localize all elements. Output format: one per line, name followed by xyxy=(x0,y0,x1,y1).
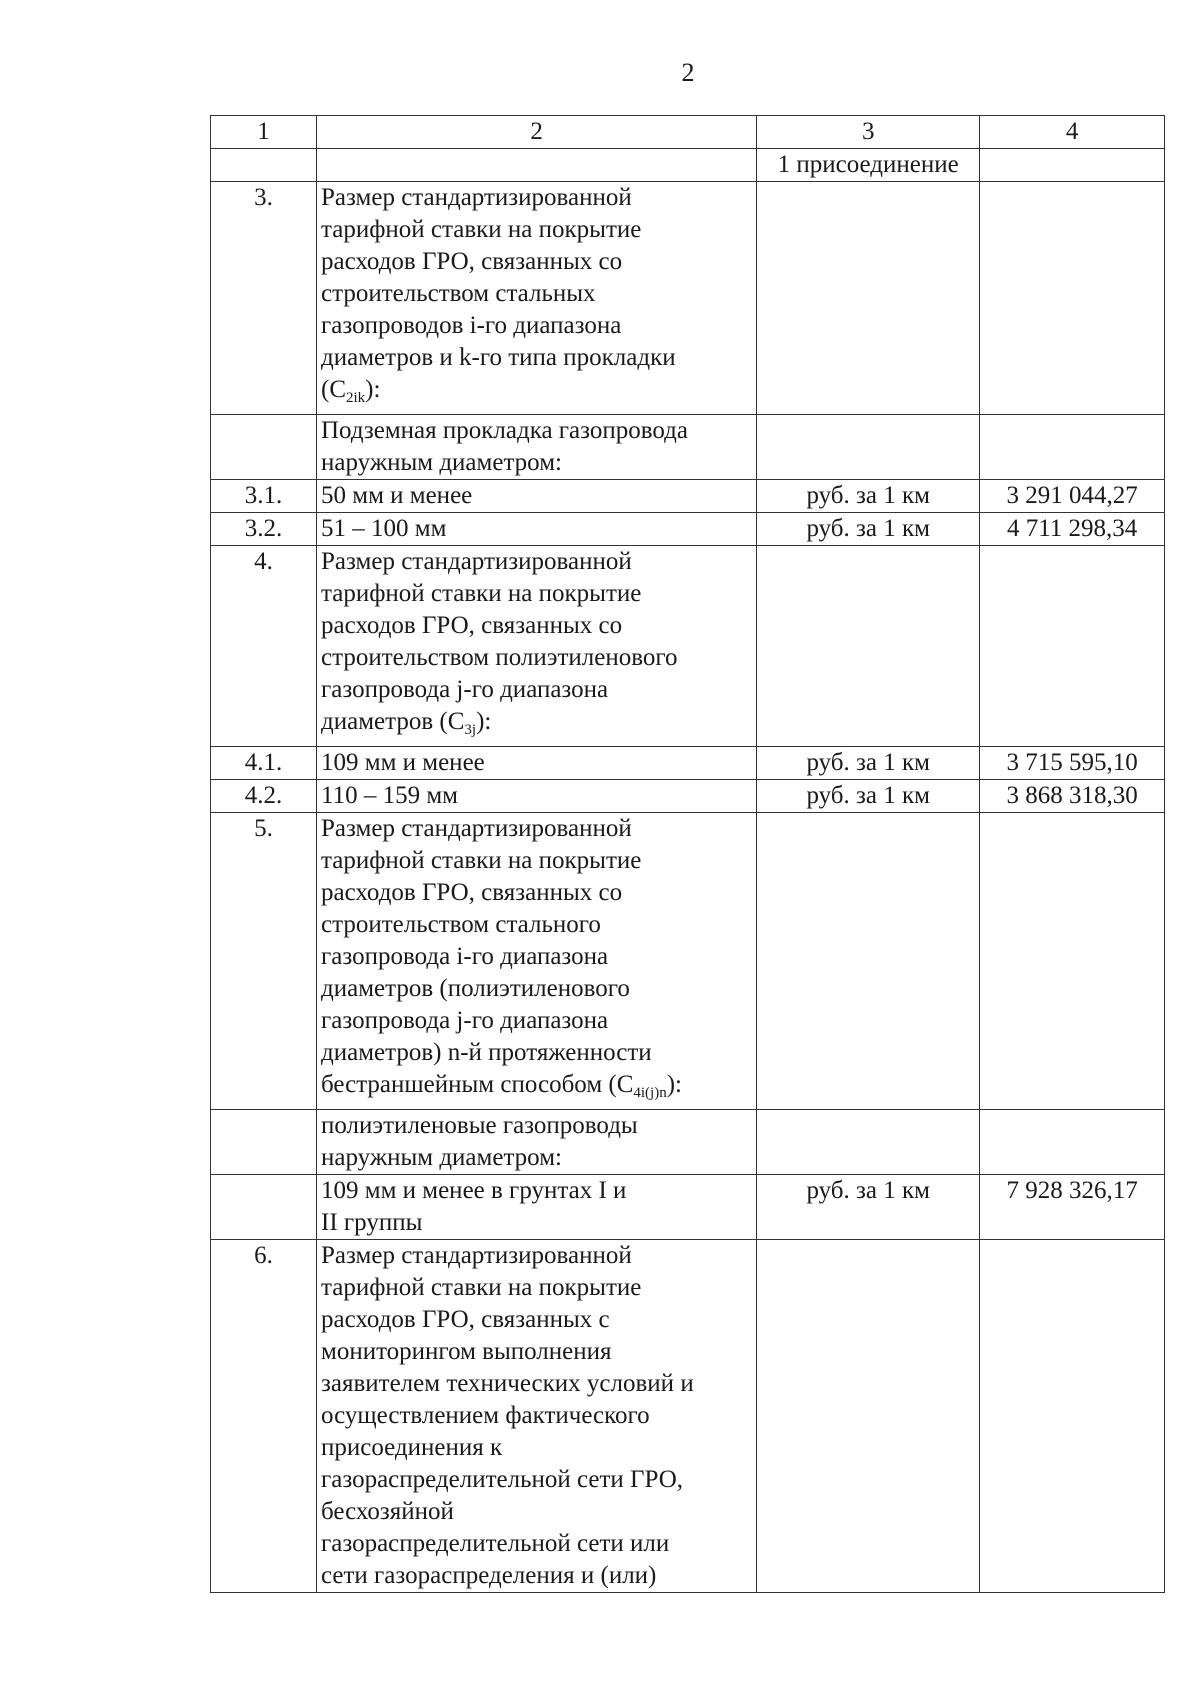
row-description xyxy=(317,1175,757,1240)
description-line: полиэтиленовые газопроводы xyxy=(321,1112,638,1139)
description-line: газопровода i-го диапазона xyxy=(321,943,609,970)
description-line: наружным диаметром: xyxy=(321,1144,562,1171)
row-unit: руб. за 1 км xyxy=(757,1175,980,1240)
description-line: сети газораспределения и (или) xyxy=(321,1562,657,1589)
row-number: 3.1. xyxy=(211,480,317,513)
row-description xyxy=(317,182,757,415)
description-line: наружным диаметром: xyxy=(321,449,562,476)
table-row xyxy=(211,513,1165,546)
row-number xyxy=(211,1110,317,1175)
header-col-4: 4 xyxy=(980,116,1165,149)
description-line: строительством стального xyxy=(321,911,601,938)
row-unit xyxy=(757,415,980,480)
description-line: расходов ГРО, связанных со xyxy=(321,879,623,906)
row-unit xyxy=(757,1240,980,1593)
description-line: 110 – 159 мм xyxy=(321,782,458,809)
row-number xyxy=(211,1175,317,1240)
row-value: 7 928 326,17 xyxy=(980,1175,1165,1240)
row-description xyxy=(317,813,757,1110)
table-row xyxy=(211,780,1165,813)
description-line: тарифной ставки на покрытие xyxy=(321,1274,642,1301)
description-line: заявителем технических условий и xyxy=(321,1370,694,1397)
table-row xyxy=(211,813,1165,1110)
row-number: 3. xyxy=(211,182,317,415)
description-line: диаметров) n-й протяженности xyxy=(321,1039,652,1066)
row-number: 5. xyxy=(211,813,317,1110)
row-unit xyxy=(757,182,980,415)
tariff-table xyxy=(210,115,1165,1593)
header-col-1: 1 xyxy=(211,116,317,149)
table-row xyxy=(211,1175,1165,1240)
description-line: расходов ГРО, связанных с xyxy=(321,1306,610,1333)
description-line: газопровода j-го диапазона xyxy=(321,676,609,703)
row-description xyxy=(317,1110,757,1175)
table-row xyxy=(211,480,1165,513)
table-row xyxy=(211,415,1165,480)
row-unit: руб. за 1 км xyxy=(757,513,980,546)
description-line: осуществлением фактического xyxy=(321,1402,650,1429)
description-line: газораспределительной сети ГРО, xyxy=(321,1466,684,1493)
table-header-row xyxy=(211,116,1165,149)
row-unit: руб. за 1 км xyxy=(757,747,980,780)
description-line: Размер стандартизированной xyxy=(321,548,632,575)
row-description xyxy=(317,1240,757,1593)
formula-prefix: бестраншейным способом (С xyxy=(321,1071,634,1098)
description-line: мониторингом выполнения xyxy=(321,1338,612,1365)
row-value xyxy=(980,415,1165,480)
formula-prefix: (С xyxy=(321,376,346,403)
row-number: 4.2. xyxy=(211,780,317,813)
header-col-3: 3 xyxy=(757,116,980,149)
description-line: Подземная прокладка газопровода xyxy=(321,417,688,444)
formula-subscript: 4i(j)n xyxy=(633,1085,667,1101)
description-line: бесхозяйной xyxy=(321,1498,454,1525)
row-value xyxy=(980,813,1165,1110)
formula-subscript: 3j xyxy=(464,722,477,738)
row-unit: руб. за 1 км xyxy=(757,480,980,513)
formula-subscript: 2ik xyxy=(346,390,366,406)
table-row xyxy=(211,1240,1165,1593)
row-description xyxy=(317,747,757,780)
formula-suffix: ): xyxy=(666,1071,682,1098)
row-unit xyxy=(757,813,980,1110)
row-value xyxy=(980,546,1165,747)
row-unit: руб. за 1 км xyxy=(757,780,980,813)
row-number: 3.2. xyxy=(211,513,317,546)
formula-suffix: ): xyxy=(365,376,381,403)
row-value xyxy=(980,182,1165,415)
row-value xyxy=(980,1110,1165,1175)
table-row xyxy=(211,546,1165,747)
description-line: Размер стандартизированной xyxy=(321,184,632,211)
description-line: расходов ГРО, связанных со xyxy=(321,612,623,639)
row-unit xyxy=(757,1110,980,1175)
row-description xyxy=(317,149,757,182)
description-line: строительством полиэтиленового xyxy=(321,644,678,671)
row-value: 4 711 298,34 xyxy=(980,513,1165,546)
description-line: Размер стандартизированной xyxy=(321,1242,632,1269)
description-line: диаметров (полиэтиленового xyxy=(321,975,630,1002)
row-number xyxy=(211,149,317,182)
row-value: 3 868 318,30 xyxy=(980,780,1165,813)
formula-line xyxy=(321,1069,752,1109)
formula-line xyxy=(321,706,752,746)
row-description xyxy=(317,480,757,513)
description-line: диаметров и k-го типа прокладки xyxy=(321,344,676,371)
row-value: 3 715 595,10 xyxy=(980,747,1165,780)
description-line: 109 мм и менее xyxy=(321,749,485,776)
formula-prefix: диаметров (С xyxy=(321,708,465,735)
description-line: тарифной ставки на покрытие xyxy=(321,580,642,607)
row-number: 6. xyxy=(211,1240,317,1593)
description-line: тарифной ставки на покрытие xyxy=(321,216,642,243)
row-number xyxy=(211,415,317,480)
description-line: II группы xyxy=(321,1209,423,1236)
description-line: Размер стандартизированной xyxy=(321,815,632,842)
row-description xyxy=(317,780,757,813)
row-description xyxy=(317,415,757,480)
row-description xyxy=(317,546,757,747)
description-line: газораспределительной сети или xyxy=(321,1530,670,1557)
formula-suffix: ): xyxy=(476,708,492,735)
row-value: 3 291 044,27 xyxy=(980,480,1165,513)
row-number: 4. xyxy=(211,546,317,747)
description-line: 109 мм и менее в грунтах I и xyxy=(321,1177,627,1204)
table-row xyxy=(211,149,1165,182)
description-line: строительством стальных xyxy=(321,280,596,307)
row-number: 4.1. xyxy=(211,747,317,780)
description-line: тарифной ставки на покрытие xyxy=(321,847,642,874)
header-col-2: 2 xyxy=(317,116,757,149)
table-row xyxy=(211,182,1165,415)
description-line: 50 мм и менее xyxy=(321,482,473,509)
description-line: 51 – 100 мм xyxy=(321,515,447,542)
row-value xyxy=(980,1240,1165,1593)
description-line: газопровода j-го диапазона xyxy=(321,1007,609,1034)
description-line: газопроводов i-го диапазона xyxy=(321,312,622,339)
page-number: 2 xyxy=(681,58,695,87)
row-value xyxy=(980,149,1165,182)
row-description xyxy=(317,513,757,546)
row-unit: 1 присоединение xyxy=(757,149,980,182)
table-row xyxy=(211,1110,1165,1175)
description-line: присоединения к xyxy=(321,1434,503,1461)
table-row xyxy=(211,747,1165,780)
row-unit xyxy=(757,546,980,747)
formula-line xyxy=(321,374,752,414)
description-line: расходов ГРО, связанных со xyxy=(321,248,623,275)
